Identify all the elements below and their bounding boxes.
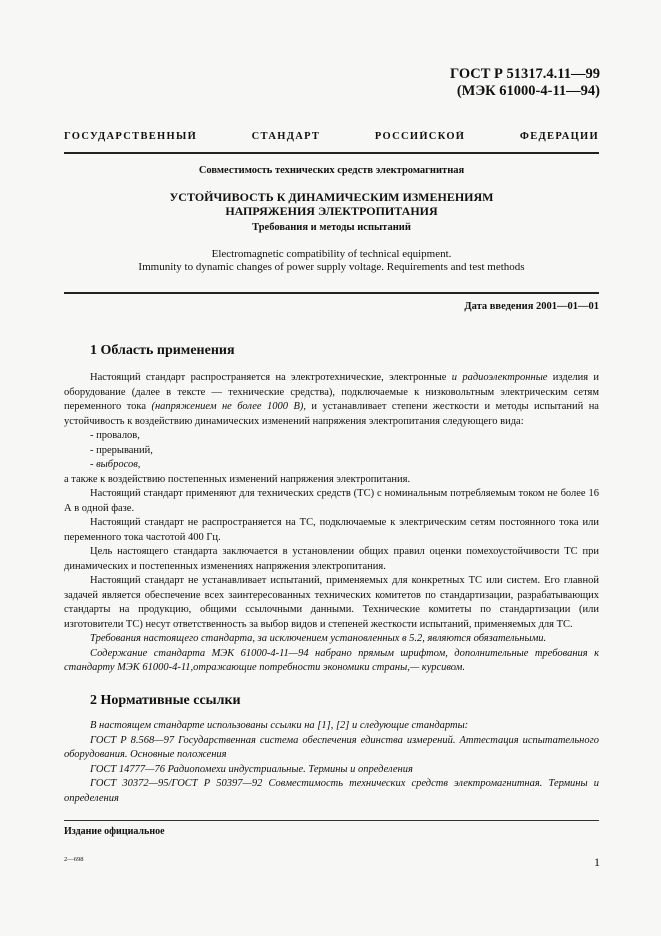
standard-code: ГОСТ Р 51317.4.11—99 [449,66,600,82]
introduction-date: Дата введения 2001—01—01 [464,301,599,312]
section-2-heading: 2 Нормативные ссылки [90,693,241,708]
section-2-reference: ГОСТ Р 8.568—97 Государственная система обеспечения единства измерений. Аттестация испытательного оборудования. Основные положения [64,734,599,760]
title-main-line2: НАПРЯЖЕНИЯ ЭЛЕКТРОПИТАНИЯ [225,204,438,218]
footer-rule [64,820,599,821]
section-1-paragraph-1-tail: а также к воздействию постепенных изменений напряжения электропитания. [64,473,411,485]
section-2-body [64,719,599,806]
sheet-code: 2—698 [64,856,84,863]
section-1-paragraph-5: Настоящий стандарт не устанавливает испытаний, применяемых для конкретных ТС или систем. Его главной задачей является обеспечение всех заинтересованных технических комитетов по стандартизации, разрабатывающих стандарты на продукцию, общими ссылочными данными. Технические комитеты по стандартизации (или изготовители ТС) несут ответственность за выбор видов и степеней жесткости испытаний, применяемых для ТС. [64,575,599,630]
page-number: 1 [594,855,600,869]
title-main-line1: УСТОЙЧИВОСТЬ К ДИНАМИЧЕСКИМ ИЗМЕНЕНИЯМ [169,190,494,204]
section-2-reference: ГОСТ 14777—76 Радиопомехи индустриальные. Термины и определения [90,763,413,775]
title-category: Совместимость технических средств электромагнитная [198,165,465,176]
title-english-line1: Electromagnetic compatibility of technical equipment. [211,248,452,260]
list-item: - провалов, [90,430,140,441]
title-english-line2: Immunity to dynamic changes of power supply voltage. Requirements and test methods [138,261,525,273]
section-2-paragraph-1: В настоящем стандарте использованы ссылки на [1], [2] и следующие стандарты: [90,720,469,731]
list-item: - выбросов, [90,459,141,470]
state-standard-banner: ГОСУДАРСТВЕННЫЙ СТАНДАРТ РОССИЙСКОЙ ФЕДЕРАЦИИ [64,131,599,142]
section-1-paragraph-3: Настоящий стандарт не распространяется на ТС, подключаемые к электрическим сетям постоянного тока или переменного тока частотой 400 Гц. [64,517,599,543]
section-1-paragraph-2: Настоящий стандарт применяют для технических средств (ТС) с номинальным потребляемым током не более 16 А в одной фазе. [64,488,599,514]
section-1-body [64,371,599,676]
section-1-paragraph-4: Цель настоящего стандарта заключается в установлении общих правил оценки помехоустойчивости ТС при динамических и постепенных изменениях напряжения электропитания. [64,546,599,572]
official-edition: Издание официальное [64,826,165,837]
title-rule [64,292,599,294]
section-2-reference: ГОСТ 30372—95/ГОСТ Р 50397—92 Совместимость технических средств электромагнитная. Термины и определения [64,778,599,804]
list-item: - прерываний, [90,444,153,456]
section-1-paragraph-1: Настоящий стандарт распространяется на электротехнические, электронные и радиоэлектронные изделия и оборудование (далее в тексте — технические средства), подключаемые к низковольтным электрическим сетям переменного тока (напряжением не более 1000 В), и устанавливает степени жесткости и методы испытаний на устойчивость к воздействию динамических изменений напряжения электропитания следующего вида: [64,372,600,427]
section-1-paragraph-7: Содержание стандарта МЭК 61000-4-11—94 набрано прямым шрифтом, дополнительные требования к стандарту МЭК 61000-4-11,отражающие потребности экономики страны,— курсивом. [64,647,599,673]
standard-code-iec: (МЭК 61000-4-11—94) [456,83,600,99]
section-1-heading: 1 Область применения [90,343,235,358]
title-subtitle: Требования и методы испытаний [252,222,411,233]
header-rule [64,152,599,154]
section-1-paragraph-6: Требования настоящего стандарта, за исключением установленных в 5.2, являются обязательными. [90,633,547,644]
